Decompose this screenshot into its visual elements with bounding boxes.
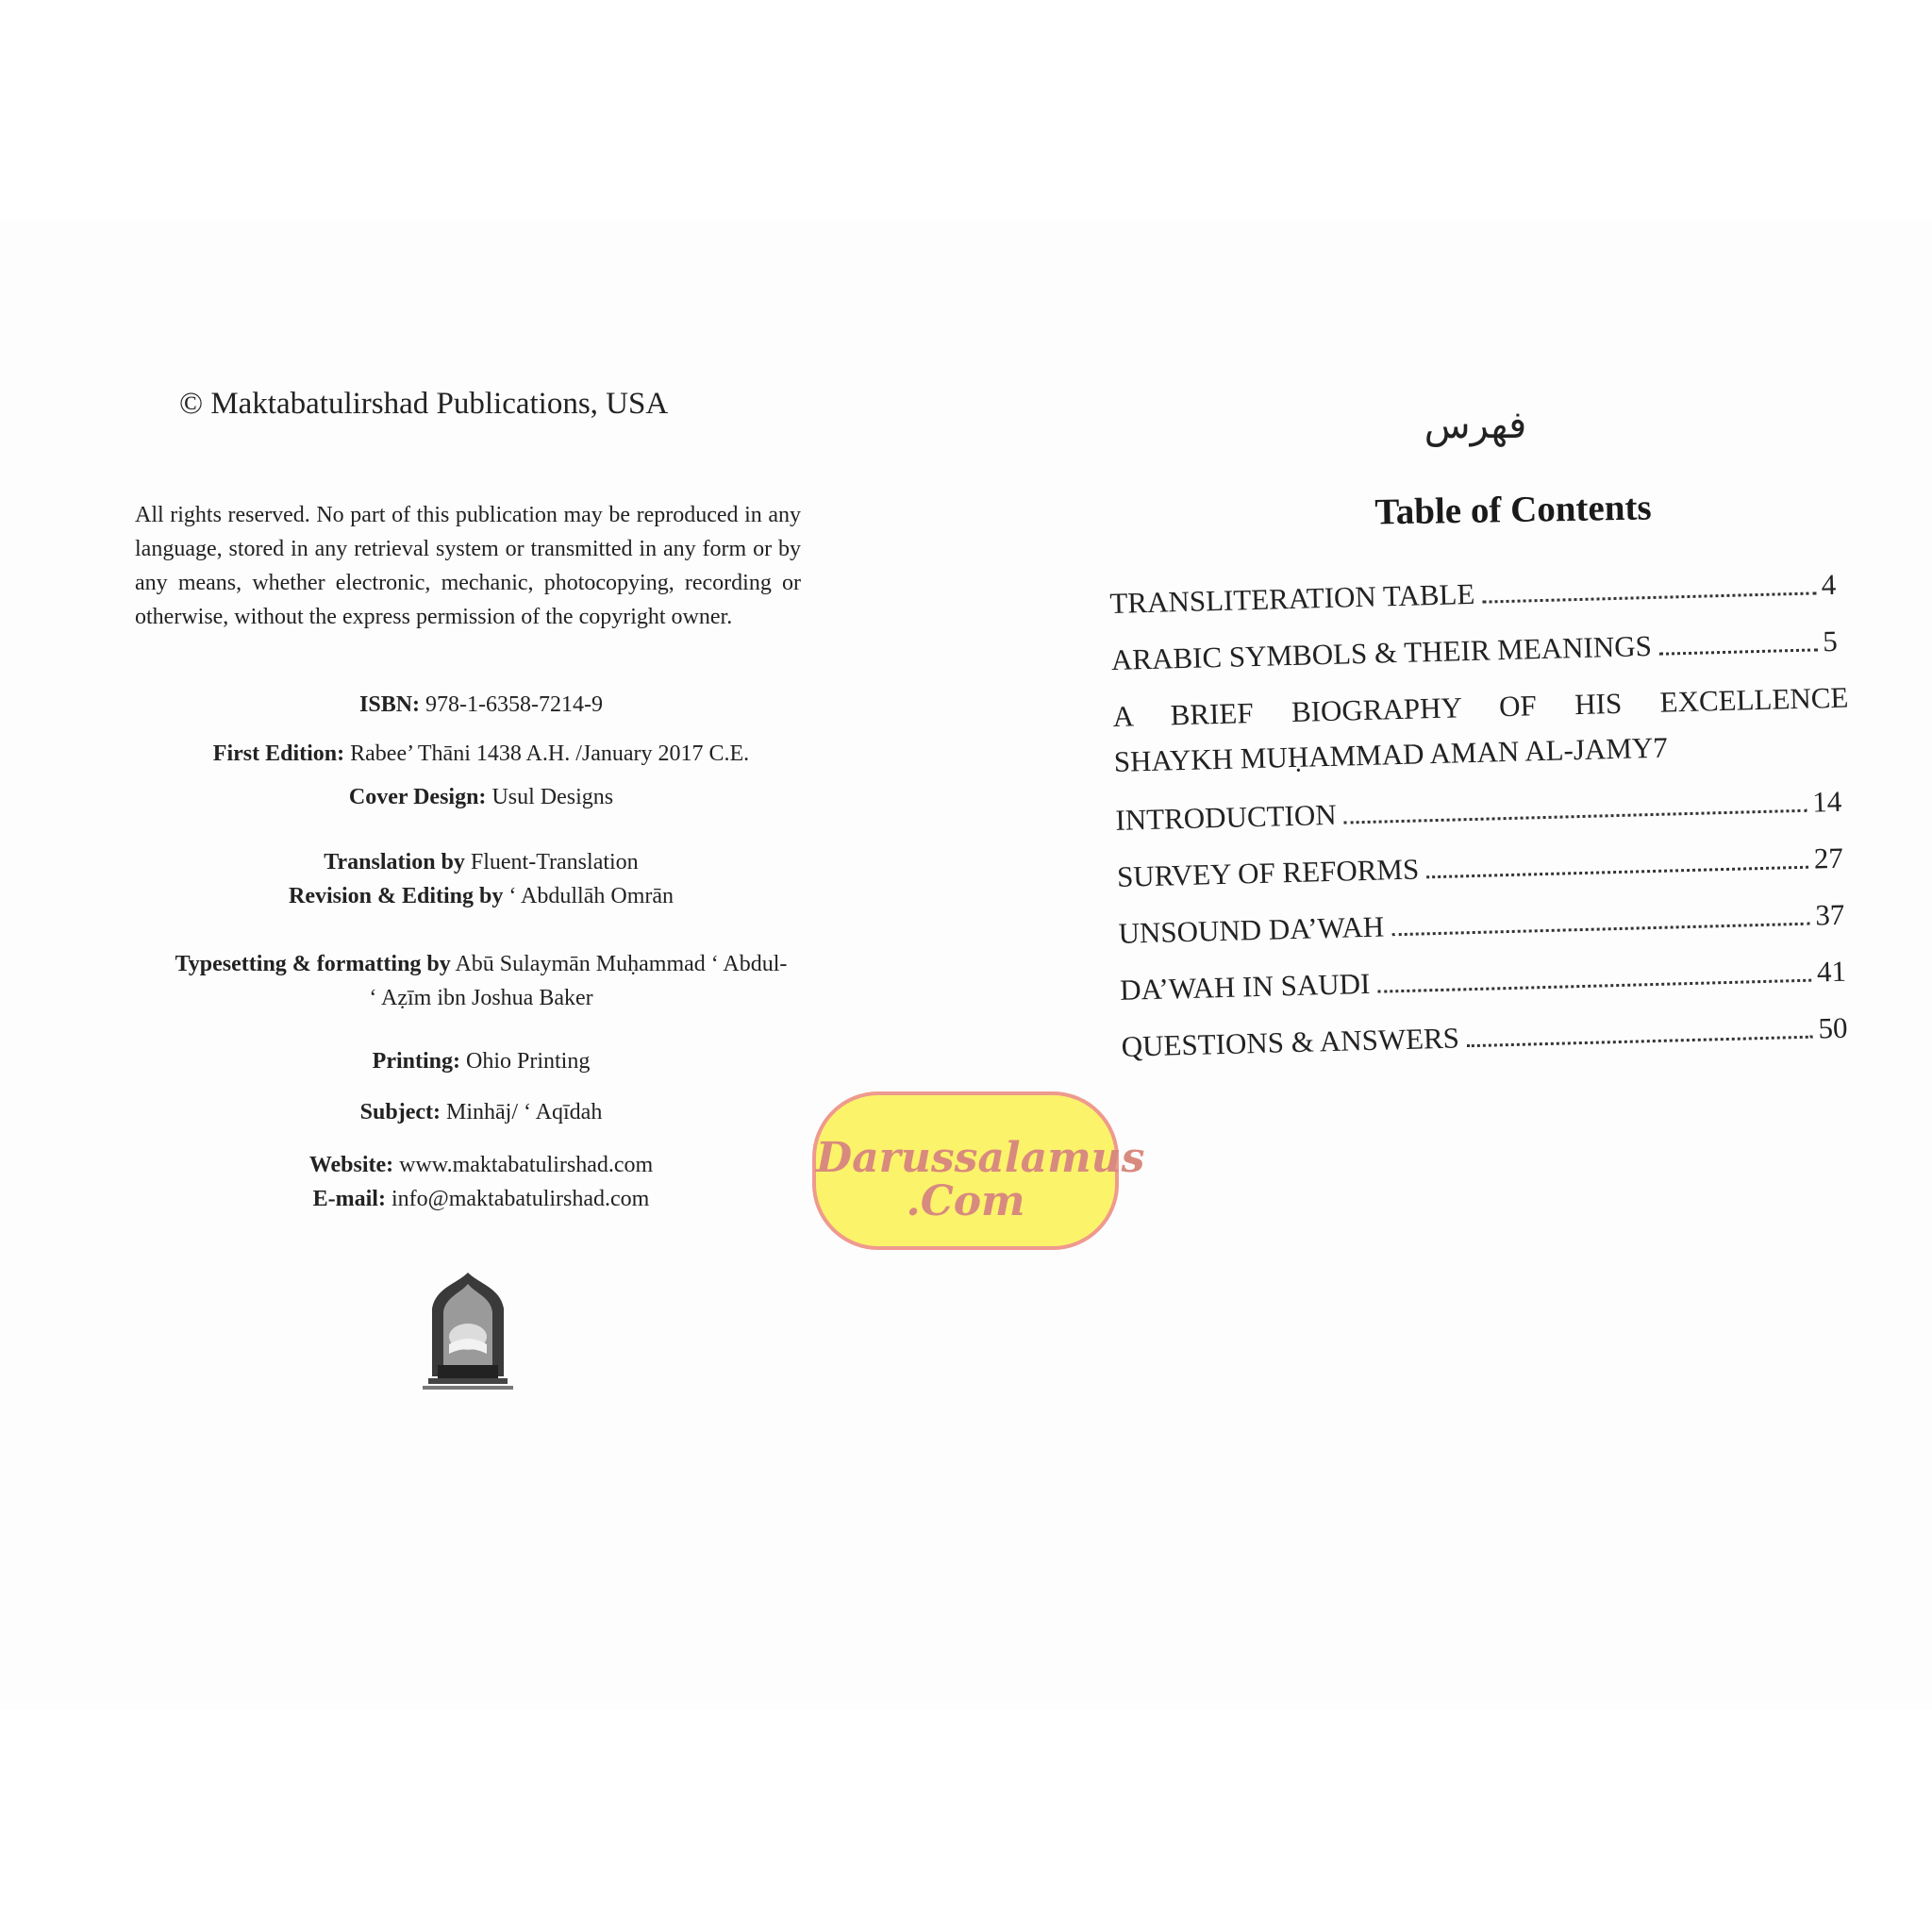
toc-leader [1344,809,1807,824]
subject-value: Minhāj/ ‘ Aqīdah [441,1100,603,1124]
toc-entry-page: 27 [1813,841,1844,875]
typesetting-value: Abū Sulaymān Muḥammad ‘ Abdul- [450,952,788,976]
cover-value: Usul Designs [486,785,614,809]
toc-entry-page: 37 [1814,897,1845,932]
toc-title: Table of Contents [1374,487,1652,533]
toc-entry-title: SHAYKH MUḤAMMAD AMAN AL-JAMY [1113,730,1654,778]
isbn-value: 978-1-6358-7214-9 [420,692,603,717]
cover-label: Cover Design: [348,785,487,809]
svg-text:فهرس: فهرس [1424,404,1527,447]
email-value: info@maktabatulirshad.com [385,1187,650,1211]
typesetting-value-cont: ‘ Aẓīm ibn Joshua Baker [369,986,593,1010]
isbn-line [57,692,906,718]
cover-line [57,785,906,810]
toc-entry-title: INTRODUCTION [1115,797,1338,837]
toc-leader [1659,648,1818,655]
toc-entry-title: DA’WAH IN SAUDI [1119,966,1371,1007]
contents-page [966,219,1932,1709]
publisher-seal-icon [419,1271,517,1393]
watermark-line1: Darussalamus [816,1134,1145,1182]
isbn-label: ISBN: [359,692,421,717]
toc-entry-page: 14 [1811,784,1842,819]
toc-entry-page: 4 [1821,567,1837,602]
translation-label: Translation by [324,850,465,874]
copyright-line: © Maktabatulirshad Publications, USA [179,387,669,421]
book-spread [0,219,1932,1709]
watermark-badge [812,1091,1145,1250]
revision-value: ‘ Abdullāh Omrān [503,884,675,908]
toc-entry-title: ARABIC SYMBOLS & THEIR MEANINGS [1110,628,1653,676]
toc-entry[interactable] [1112,680,1849,804]
toc-leader [1377,979,1811,993]
copyright-page [0,219,966,1709]
printing-label: Printing: [372,1049,460,1074]
typesetting-line [57,947,906,1015]
toc-leader [1467,1036,1813,1048]
revision-line [57,884,906,909]
toc-entry-page: 50 [1818,1010,1848,1045]
toc-list [1109,568,1849,1087]
toc-entry-page: 41 [1816,954,1847,989]
toc-entry-title: SURVEY OF REFORMS [1116,852,1420,893]
toc-entry-page: 5 [1822,624,1839,658]
edition-value: Rabee’ Thāni 1438 A.H. /January 2017 C.E. [344,741,750,766]
toc-leader [1483,591,1816,603]
subject-label: Subject: [359,1100,441,1124]
watermark-line2: .Com [906,1177,1025,1225]
revision-label: Revision & Editing by [288,884,504,908]
printing-value: Ohio Printing [459,1049,591,1074]
toc-entry-title: TRANSLITERATION TABLE [1109,576,1475,620]
toc-entry-title: QUESTIONS & ANSWERS [1121,1021,1460,1063]
edition-line [57,741,906,767]
edition-label: First Edition: [212,741,345,766]
subject-line [57,1100,906,1125]
website-label: Website: [308,1153,394,1177]
email-label: E-mail: [312,1187,386,1211]
typesetting-label: Typesetting & formatting by [175,952,451,976]
translation-line [57,850,906,875]
toc-entry-title: UNSOUND DA’WAH [1118,909,1385,950]
rights-paragraph: All rights reserved. No part of this publication may be reproduced in any language, stored in any retrieval system or transmitted in any form or by any means, whether electronic, mechanic, photocopying, recording or otherwise, without the express permission of the copyright owner. [135,503,801,629]
translation-value: Fluent-Translation [464,850,639,874]
arabic-heading [1424,398,1527,455]
printing-line [57,1049,906,1074]
website-value: www.maktabatulirshad.com [393,1153,654,1177]
toc-leader [1391,923,1809,937]
website-line [57,1153,906,1178]
toc-entry-page: 7 [1652,730,1669,764]
toc-entry-title-line1: A BRIEF BIOGRAPHY OF HIS EXCELLENCE [1112,680,1849,733]
toc-leader [1426,866,1808,879]
email-line [57,1187,906,1212]
